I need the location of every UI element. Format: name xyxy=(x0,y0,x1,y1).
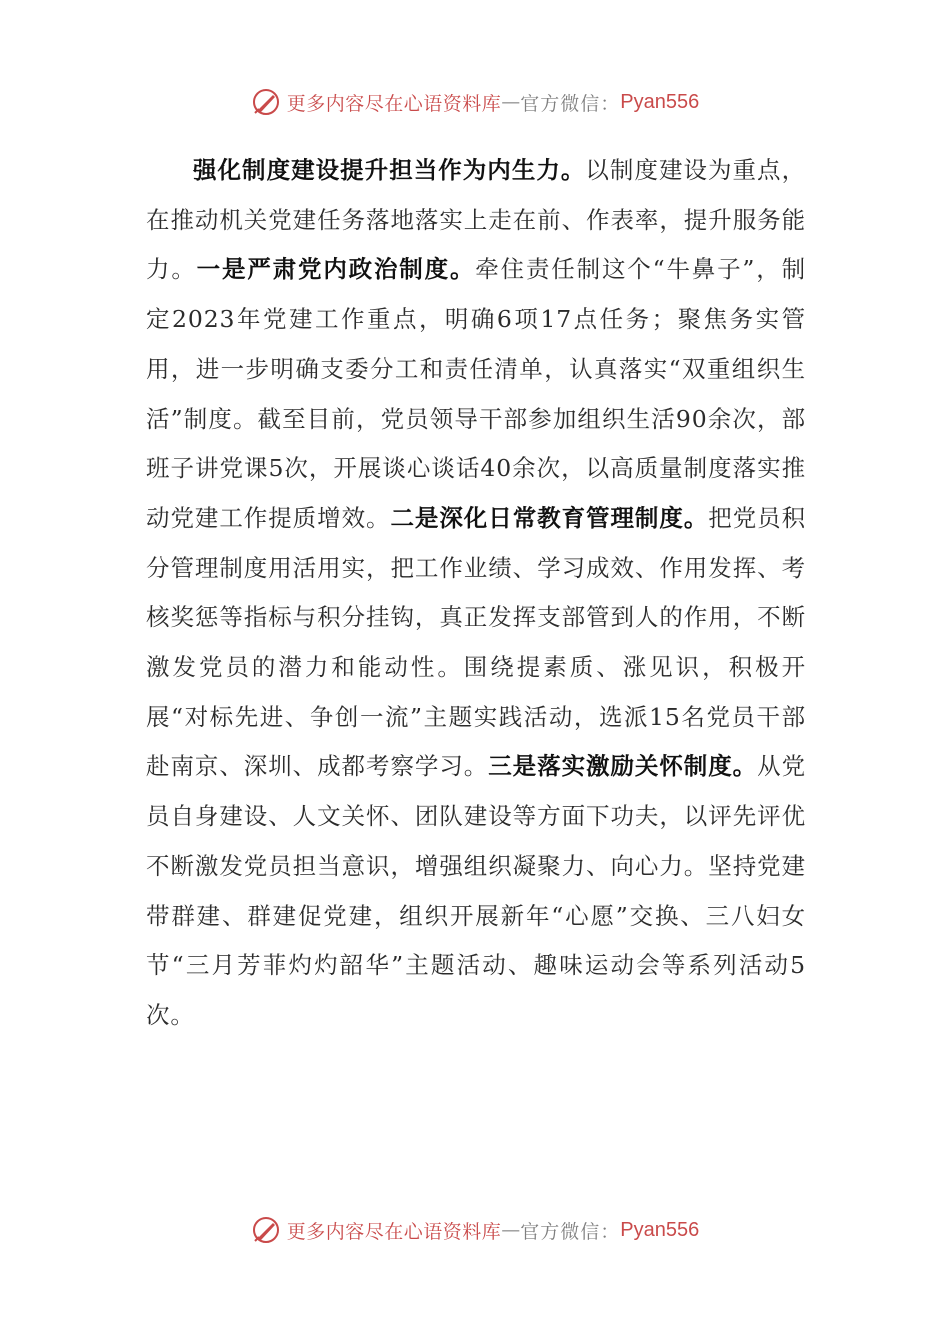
body-paragraph xyxy=(146,146,806,1041)
point1-body: 牵住责任制这个“牛鼻子”，制定2023年党建工作重点，明确6项17点任务；聚焦务实管用，进一步明确支委分工和责任清单，认真落实“双重组织生活”制度。截至目前，党员领导干部参加组织生活90余次，部班子讲党课5次，开展谈心谈话40余次，以高质量制度落实推动党建工作提质增效。 xyxy=(146,255,806,532)
wechat-label: 官方微信： xyxy=(520,92,621,115)
quill-logo-icon xyxy=(251,1215,281,1245)
paragraph-intro: 以制度建设为重点，在推动机关党建任务落地落实上走在前、作表率，提升服务能力。 xyxy=(146,156,806,284)
banner-separator: — xyxy=(501,1219,521,1241)
point3-title: 三是落实激励关怀制度。 xyxy=(488,752,758,781)
quill-logo-icon xyxy=(251,87,281,117)
banner-text: 更多内容尽在心语资料库 xyxy=(286,92,502,115)
wechat-label: 官方微信： xyxy=(520,1220,621,1243)
banner-text: 更多内容尽在心语资料库 xyxy=(286,1220,502,1243)
point2-body: 把党员积分管理制度用活用实，把工作业绩、学习成效、作用发挥、考核奖惩等指标与积分挂钩，真正发挥支部管到人的作用，不断激发党员的潜力和能动性。围绕提素质、涨见识，积极开展“对标先进、争创一流”主题实践活动，选派15名党员干部赴南京、深圳、成都考察学习。 xyxy=(146,503,807,781)
point3-body: 从党员自身建设、人文关怀、团队建设等方面下功夫，以评先评优不断激发党员担当意识，增强组织凝聚力、向心力。坚持党建带群建、群建促党建，组织开展新年“心愿”交换、三八妇女节“三月芳菲灼灼韶华”主题活动、趣味运动会等系列活动5次。 xyxy=(146,752,806,1029)
wechat-id: Pyan556 xyxy=(620,90,700,113)
paragraph-heading: 强化制度建设提升担当作为内生力。 xyxy=(193,156,586,184)
banner-separator: — xyxy=(501,91,521,113)
footer-banner xyxy=(0,1210,950,1250)
point2-title: 二是深化日常教育管理制度。 xyxy=(390,503,709,532)
wechat-id: Pyan556 xyxy=(620,1218,700,1241)
point1-title: 一是严肃党内政治制度。 xyxy=(196,255,476,284)
header-banner xyxy=(0,82,950,122)
